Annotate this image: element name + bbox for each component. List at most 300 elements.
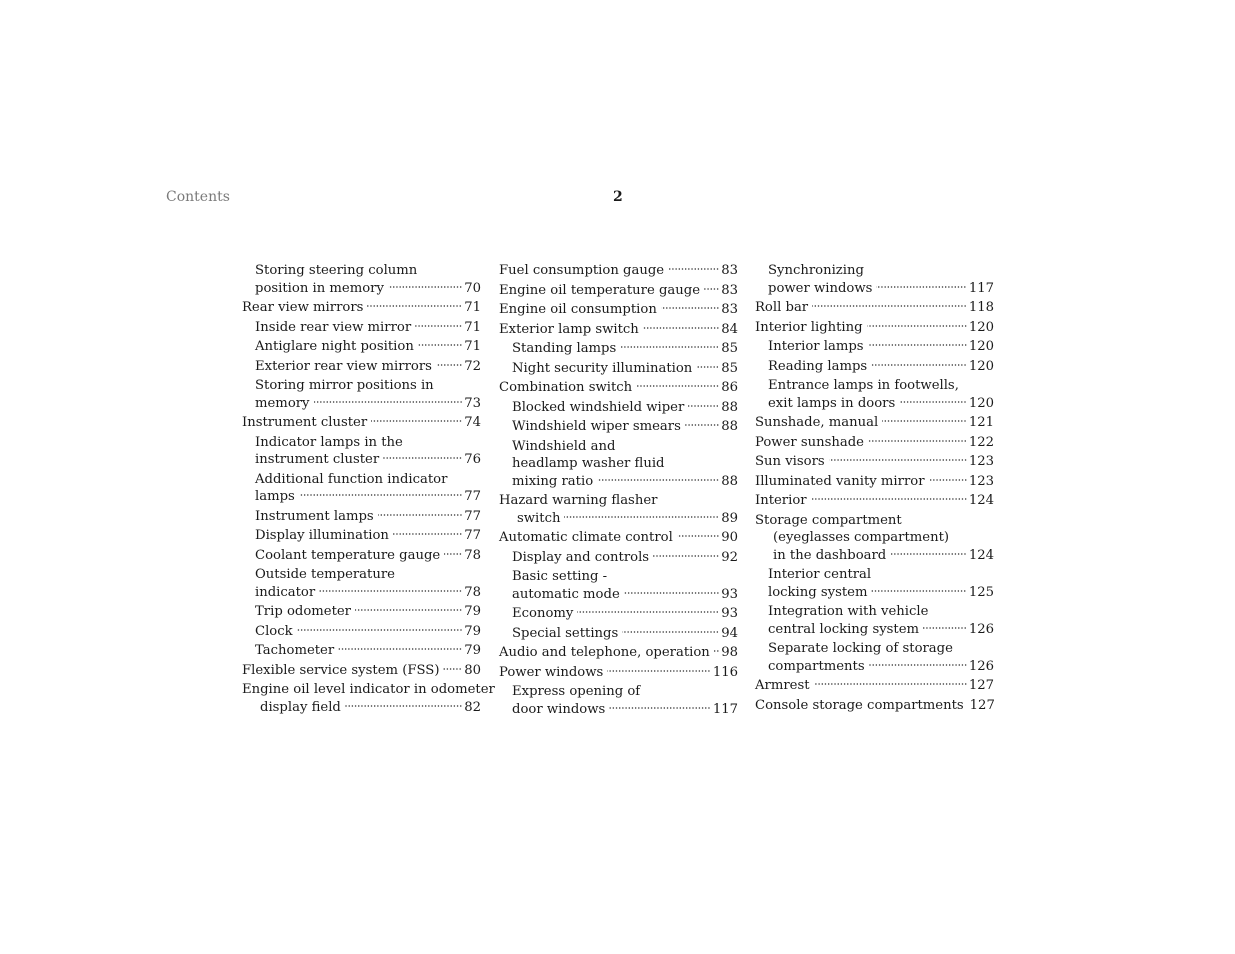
toc-entry-line [499, 683, 738, 701]
toc-entry-title: door windows [512, 701, 606, 717]
toc-entry-title: position in memory [255, 280, 384, 296]
toc-entry-line-with-page [755, 338, 994, 356]
toc-entry-page-number: 121 [968, 415, 994, 430]
dot-leader [299, 493, 462, 497]
toc-entry-title: power windows [768, 280, 873, 296]
toc-entry-title: Display and controls [512, 549, 650, 565]
toc-entry-title: Night security illumination [512, 360, 693, 376]
toc-entry-line-with-page [499, 701, 738, 719]
toc-entry-page-number: 120 [968, 319, 994, 335]
toc-entry-line-with-page [755, 319, 994, 337]
toc-entry-page-number: 94 [721, 625, 738, 641]
toc-entry-line-with-page [242, 527, 481, 545]
toc-entry-title: Economy [512, 606, 574, 621]
toc-entry[interactable] [499, 262, 738, 280]
toc-entry-page-number: 120 [968, 358, 994, 374]
toc-entry-title: Storing mirror positions in [255, 378, 434, 393]
dot-leader [622, 630, 719, 634]
toc-entry-line-with-page [242, 603, 481, 621]
dot-leader [923, 626, 967, 630]
toc-entry-page-number: 117 [968, 280, 994, 296]
toc-entry-page-number: 93 [721, 586, 738, 602]
toc-entry-line-with-page [755, 414, 994, 432]
toc-entry[interactable] [755, 338, 994, 356]
dot-leader [882, 419, 967, 423]
toc-entry-page-number: 71 [464, 300, 481, 315]
toc-entry-line-with-page [755, 358, 994, 376]
toc-entry-line-with-page [242, 414, 481, 432]
toc-entry-line [242, 566, 481, 584]
dot-leader [388, 285, 462, 289]
toc-entry-page-number: 124 [968, 493, 994, 508]
toc-entry-line [242, 471, 481, 489]
toc-entry-page-number: 77 [464, 508, 481, 524]
toc-entry-title: automatic mode [512, 586, 620, 602]
dot-leader [868, 439, 967, 443]
toc-entry-title: Clock [255, 623, 293, 639]
dot-leader [624, 591, 719, 595]
toc-entry[interactable] [242, 434, 481, 469]
dot-leader [677, 534, 719, 538]
toc-entry-line [242, 681, 495, 699]
toc-entry-page-number: 70 [464, 280, 481, 296]
toc-entry-page-number: 82 [464, 699, 481, 715]
dot-leader [319, 589, 462, 593]
toc-entry[interactable] [242, 508, 481, 526]
toc-entry[interactable] [242, 262, 481, 297]
toc-entry-title: Express opening of [512, 684, 641, 699]
toc-entry-line-with-page [499, 360, 738, 378]
toc-entry[interactable] [755, 319, 994, 337]
dot-leader [685, 423, 719, 427]
toc-entry-page-number: 77 [464, 528, 481, 543]
dot-leader [443, 667, 462, 671]
toc-entry-title: Automatic climate control [499, 530, 673, 545]
toc-entry-line-with-page [499, 379, 738, 397]
dot-leader [653, 554, 719, 558]
toc-entry-line-with-page [242, 451, 481, 469]
toc-entry-page-number: 77 [464, 489, 481, 504]
dot-leader [688, 404, 719, 408]
toc-entry[interactable] [499, 568, 738, 603]
toc-entry-line-with-page [242, 299, 481, 317]
toc-entry-title: exit lamps in doors [768, 395, 896, 411]
toc-entry[interactable] [755, 492, 994, 510]
toc-entry-title: Sunshade, manual [755, 415, 879, 430]
toc-entry-line-with-page [499, 586, 738, 604]
toc-entry-title: Interior central [768, 567, 872, 582]
toc-entry[interactable] [499, 340, 738, 358]
dot-leader [367, 304, 462, 308]
toc-entry-line-with-page [499, 473, 738, 491]
toc-entry[interactable] [242, 623, 481, 641]
toc-entry-line [499, 568, 738, 586]
toc-entry-line-with-page [242, 358, 481, 376]
toc-entry[interactable] [755, 697, 994, 715]
toc-entry[interactable] [499, 321, 738, 339]
toc-entry[interactable] [755, 473, 994, 491]
dot-leader [643, 326, 719, 330]
toc-entry[interactable] [242, 527, 481, 545]
toc-entry-page-number: 73 [464, 395, 481, 411]
dot-leader [345, 704, 462, 708]
toc-entry-page-number: 120 [968, 395, 994, 411]
toc-entry-line [242, 377, 481, 395]
dot-leader [869, 663, 967, 667]
toc-entry-page-number: 84 [721, 321, 738, 337]
dot-leader [415, 324, 462, 328]
toc-entry-title: display field [260, 699, 341, 715]
toc-entry-title: in the dashboard [773, 547, 887, 563]
toc-entry[interactable] [242, 642, 481, 660]
toc-entry-line-with-page [499, 664, 738, 682]
dot-leader [868, 343, 967, 347]
toc-entry-page-number: 83 [721, 263, 738, 278]
toc-entry-line-with-page [755, 658, 994, 676]
toc-entry-title: switch [517, 510, 561, 526]
toc-entry[interactable] [755, 434, 994, 452]
toc-entry-page-number: 85 [721, 341, 738, 356]
dot-leader [564, 515, 719, 519]
toc-entry-line [755, 566, 994, 584]
toc-entry-title: lamps [255, 489, 295, 504]
toc-entry-title: mixing ratio [512, 473, 594, 489]
toc-entry-page-number: 118 [968, 300, 994, 315]
toc-entry-page-number: 72 [464, 358, 481, 374]
toc-entry[interactable] [499, 625, 738, 643]
toc-entry-title: Coolant temperature gauge [255, 547, 441, 563]
toc-entry[interactable] [755, 262, 994, 297]
toc-entry-title: Flexible service system (FSS) [242, 662, 440, 678]
toc-entry-line-with-page [755, 395, 994, 413]
toc-entry-title: Roll bar [755, 300, 809, 315]
toc-entry-title: Entrance lamps in footwells, [768, 378, 959, 393]
toc-entry-title: Interior lighting [755, 319, 863, 335]
toc-entry[interactable] [755, 640, 994, 675]
toc-entry-title: Antiglare night position [255, 339, 414, 354]
toc-entry[interactable] [499, 360, 738, 378]
toc-entry-title: Blocked windshield wiper [512, 399, 685, 415]
toc-entry-title: Reading lamps [768, 358, 868, 374]
toc-entry-title: Instrument lamps [255, 508, 374, 524]
toc-entry-title: Engine oil temperature gauge [499, 282, 700, 298]
toc-entry-line-with-page [755, 453, 994, 471]
dot-leader [597, 478, 719, 482]
toc-entry-title: Inside rear view mirror [255, 319, 412, 335]
toc-entry[interactable] [242, 414, 481, 432]
dot-leader [867, 324, 967, 328]
toc-entry-page-number: 71 [464, 319, 481, 335]
toc-entry-line-with-page [499, 625, 738, 643]
toc-entry-page-number: 76 [464, 452, 481, 467]
toc-entry-line [242, 434, 481, 452]
toc-entry-page-number: 98 [721, 645, 738, 660]
toc-entry-line-with-page [499, 418, 738, 436]
dot-leader [876, 285, 966, 289]
dot-leader [436, 363, 462, 367]
toc-entry-line-with-page [755, 473, 994, 491]
toc-entry-page-number: 85 [721, 360, 738, 376]
dot-leader [668, 267, 719, 271]
toc-entry-title: Engine oil consumption [499, 302, 657, 317]
dot-leader [577, 610, 719, 614]
toc-entry[interactable] [242, 358, 481, 376]
toc-entry-line-with-page [499, 605, 738, 623]
toc-entry-line [755, 262, 994, 280]
toc-entry-title: Synchronizing [768, 263, 864, 278]
toc-entry-page-number: 92 [721, 549, 738, 565]
toc-entry-title: Rear view mirrors [242, 300, 364, 315]
toc-entry-page-number: 78 [464, 547, 481, 563]
toc-entry-line-with-page [242, 642, 481, 660]
toc-entry-line [499, 438, 738, 456]
toc-entry-page-number: 80 [464, 662, 481, 678]
toc-entry-line-with-page [242, 662, 481, 680]
toc-entry-line [755, 512, 994, 530]
toc-entry-title: Standing lamps [512, 341, 617, 356]
toc-entry[interactable] [242, 566, 481, 601]
dot-leader [355, 608, 462, 612]
dot-leader [383, 456, 462, 460]
toc-entry-title: Integration with vehicle [768, 604, 929, 619]
toc-entry[interactable] [499, 301, 738, 319]
toc-entry[interactable] [755, 512, 994, 565]
dot-leader [871, 363, 967, 367]
toc-entry-page-number: 78 [464, 584, 481, 600]
dot-leader [314, 400, 463, 404]
toc-entry[interactable] [755, 677, 994, 695]
toc-entry[interactable] [242, 662, 481, 680]
toc-entry-title: Exterior lamp switch [499, 321, 639, 337]
toc-entry-title: Trip odometer [255, 604, 351, 619]
dot-leader [704, 287, 719, 291]
toc-entry[interactable] [242, 338, 481, 356]
toc-entry-page-number: 79 [464, 604, 481, 619]
toc-entry-page-number: 90 [721, 530, 738, 545]
toc-entry-page-number: 123 [968, 473, 994, 489]
toc-entry-title: Hazard warning flasher [499, 493, 658, 508]
toc-entry-title: locking system [768, 584, 868, 600]
toc-entry-line-with-page [242, 699, 481, 717]
toc-entry-title: Fuel consumption gauge [499, 263, 665, 278]
dot-leader [378, 513, 463, 517]
toc-entry-page-number: 79 [464, 623, 481, 639]
toc-entry-title: compartments [768, 658, 865, 674]
toc-entry-page-number: 125 [968, 584, 994, 600]
toc-entry-page-number: 127 [968, 678, 994, 693]
toc-column-2 [499, 262, 738, 720]
toc-entry-line-with-page [242, 319, 481, 337]
dot-leader [609, 706, 711, 710]
toc-entry-line-with-page [242, 338, 481, 356]
toc-entry-title: Sun visors [755, 454, 825, 469]
toc-entry-title: indicator [255, 584, 316, 600]
toc-entry[interactable] [242, 471, 481, 506]
toc-entry-line-with-page [755, 280, 994, 298]
toc-entry-line-with-page [499, 529, 738, 547]
toc-entry-line [755, 377, 994, 395]
toc-entry-line-with-page [755, 547, 994, 565]
toc-entry[interactable] [499, 438, 738, 491]
toc-entry-title: Separate locking of storage [768, 641, 953, 656]
dot-leader [829, 458, 967, 462]
toc-entry-title: Storing steering column [255, 263, 418, 278]
toc-entry-page-number: 88 [721, 399, 738, 415]
toc-entry-line-with-page [242, 623, 481, 641]
toc-entry[interactable] [755, 603, 994, 638]
toc-entry-title: Interior [755, 493, 807, 508]
dot-leader [714, 649, 719, 653]
dot-leader [393, 532, 462, 536]
toc-entry[interactable] [755, 358, 994, 376]
toc-entry[interactable] [242, 299, 481, 317]
toc-entry-line-with-page [242, 508, 481, 526]
dot-leader [871, 589, 966, 593]
toc-entry[interactable] [755, 453, 994, 471]
toc-entry-title: Display illumination [255, 528, 389, 543]
toc-entry-line-with-page [499, 549, 738, 567]
toc-entry[interactable] [242, 603, 481, 621]
toc-entry-title: Tachometer [255, 643, 335, 658]
toc-entry-title: Armrest [755, 678, 810, 693]
toc-entry[interactable] [755, 299, 994, 317]
toc-entry-page-number: 88 [721, 419, 738, 434]
toc-entry-title: instrument cluster [255, 452, 380, 467]
toc-entry-page-number: 122 [968, 434, 994, 450]
toc-entry-line-with-page [499, 262, 738, 280]
toc-entry-line-with-page [499, 399, 738, 417]
toc-entry[interactable] [499, 664, 738, 682]
dot-leader [696, 365, 719, 369]
toc-entry-title: (eyeglasses compartment) [773, 530, 950, 545]
dot-leader [297, 628, 463, 632]
dot-leader [812, 304, 967, 308]
toc-entry[interactable] [755, 377, 994, 412]
page-number: 2 [613, 189, 623, 205]
toc-entry-page-number: 89 [721, 510, 738, 526]
toc-entry-line [755, 603, 994, 621]
toc-entry-line-with-page [242, 547, 481, 565]
toc-entry-title: Indicator lamps in the [255, 434, 403, 450]
toc-entry-line-with-page [499, 282, 738, 300]
toc-entry-line-with-page [755, 299, 994, 317]
dot-leader [890, 552, 967, 556]
toc-entry-line-with-page [242, 488, 481, 506]
toc-entry-page-number: 117 [712, 701, 738, 717]
toc-entry[interactable] [242, 681, 495, 716]
dot-leader [661, 306, 719, 310]
toc-entry-page-number: 116 [712, 664, 738, 680]
toc-entry-line-with-page [755, 434, 994, 452]
toc-entry-title: Interior lamps [768, 339, 864, 354]
toc-entry-line-with-page [755, 697, 994, 715]
toc-entry-line-with-page [499, 510, 738, 528]
toc-entry-title: Engine oil level indicator in odometer [242, 682, 495, 697]
toc-entry-line-with-page [755, 677, 994, 695]
toc-entry[interactable] [499, 529, 738, 547]
toc-entry-title: central locking system [768, 621, 920, 637]
dot-leader [371, 419, 462, 423]
toc-entry[interactable] [242, 319, 481, 337]
toc-entry-page-number: 71 [464, 339, 481, 354]
toc-entry-page-number: 74 [464, 415, 481, 430]
toc-entry[interactable] [499, 549, 738, 567]
toc-entry-title: Console storage compartments [755, 697, 964, 713]
dot-leader [811, 497, 967, 501]
toc-entry[interactable] [499, 492, 738, 527]
toc-entry-title: Audio and telephone, operation [499, 645, 710, 660]
toc-entry-page-number: 120 [968, 339, 994, 354]
toc-entry-line-with-page [242, 395, 481, 413]
toc-entry[interactable] [499, 683, 738, 718]
toc-entry-line-with-page [755, 621, 994, 639]
toc-entry[interactable] [242, 547, 481, 565]
running-header-section: Contents [166, 189, 230, 205]
dot-leader [338, 647, 462, 651]
dot-leader [899, 400, 967, 404]
toc-entry-line-with-page [242, 280, 481, 298]
toc-entry-page-number: 126 [968, 658, 994, 674]
toc-entry-page-number: 83 [721, 302, 738, 317]
toc-entry-title: Power sunshade [755, 434, 864, 450]
toc-entry-page-number: 88 [721, 473, 738, 489]
toc-entry-title: Outside temperature [255, 567, 395, 582]
toc-entry-line [755, 640, 994, 658]
toc-entry-title: headlamp washer fluid [512, 456, 665, 471]
dot-leader [444, 552, 462, 556]
toc-entry-title: Exterior rear view mirrors [255, 358, 432, 374]
toc-entry-line-with-page [755, 584, 994, 602]
toc-entry[interactable] [499, 282, 738, 300]
toc-entry-line [242, 262, 481, 280]
toc-entry[interactable] [499, 605, 738, 623]
dot-leader [620, 345, 719, 349]
toc-entry-title: Additional function indicator [255, 471, 448, 487]
toc-entry-title: memory [255, 395, 310, 411]
toc-entry[interactable] [499, 418, 738, 436]
toc-column-1 [242, 262, 495, 718]
toc-entry-title: Power windows [499, 664, 604, 680]
toc-entry-line [755, 529, 994, 547]
toc-entry[interactable] [755, 414, 994, 432]
toc-entry[interactable] [499, 379, 738, 397]
toc-entry-title: Combination switch [499, 380, 633, 395]
toc-entry-title: Basic setting - [512, 569, 608, 584]
toc-entry-line-with-page [242, 584, 481, 602]
dot-leader [418, 343, 462, 347]
toc-entry-title: Storage compartment [755, 512, 902, 528]
toc-entry-title: Special settings [512, 625, 619, 641]
dot-leader [929, 478, 967, 482]
toc-entry-line-with-page [499, 644, 738, 662]
toc-entry[interactable] [242, 377, 481, 412]
toc-entry-page-number: 93 [721, 606, 738, 621]
toc-entry-page-number: 86 [721, 380, 738, 395]
toc-entry[interactable] [499, 644, 738, 662]
dot-leader [607, 669, 711, 673]
toc-entry-line-with-page [755, 492, 994, 510]
toc-entry-line-with-page [499, 301, 738, 319]
toc-entry-title: Illuminated vanity mirror [755, 473, 925, 489]
toc-entry[interactable] [499, 399, 738, 417]
toc-entry-title: Instrument cluster [242, 415, 368, 430]
toc-entry-page-number: 124 [968, 547, 994, 563]
toc-entry-title: Windshield and [512, 438, 616, 454]
toc-entry-page-number: 83 [721, 282, 738, 298]
toc-entry[interactable] [755, 566, 994, 601]
toc-entry-line-with-page [499, 340, 738, 358]
toc-entry-line [499, 455, 738, 473]
